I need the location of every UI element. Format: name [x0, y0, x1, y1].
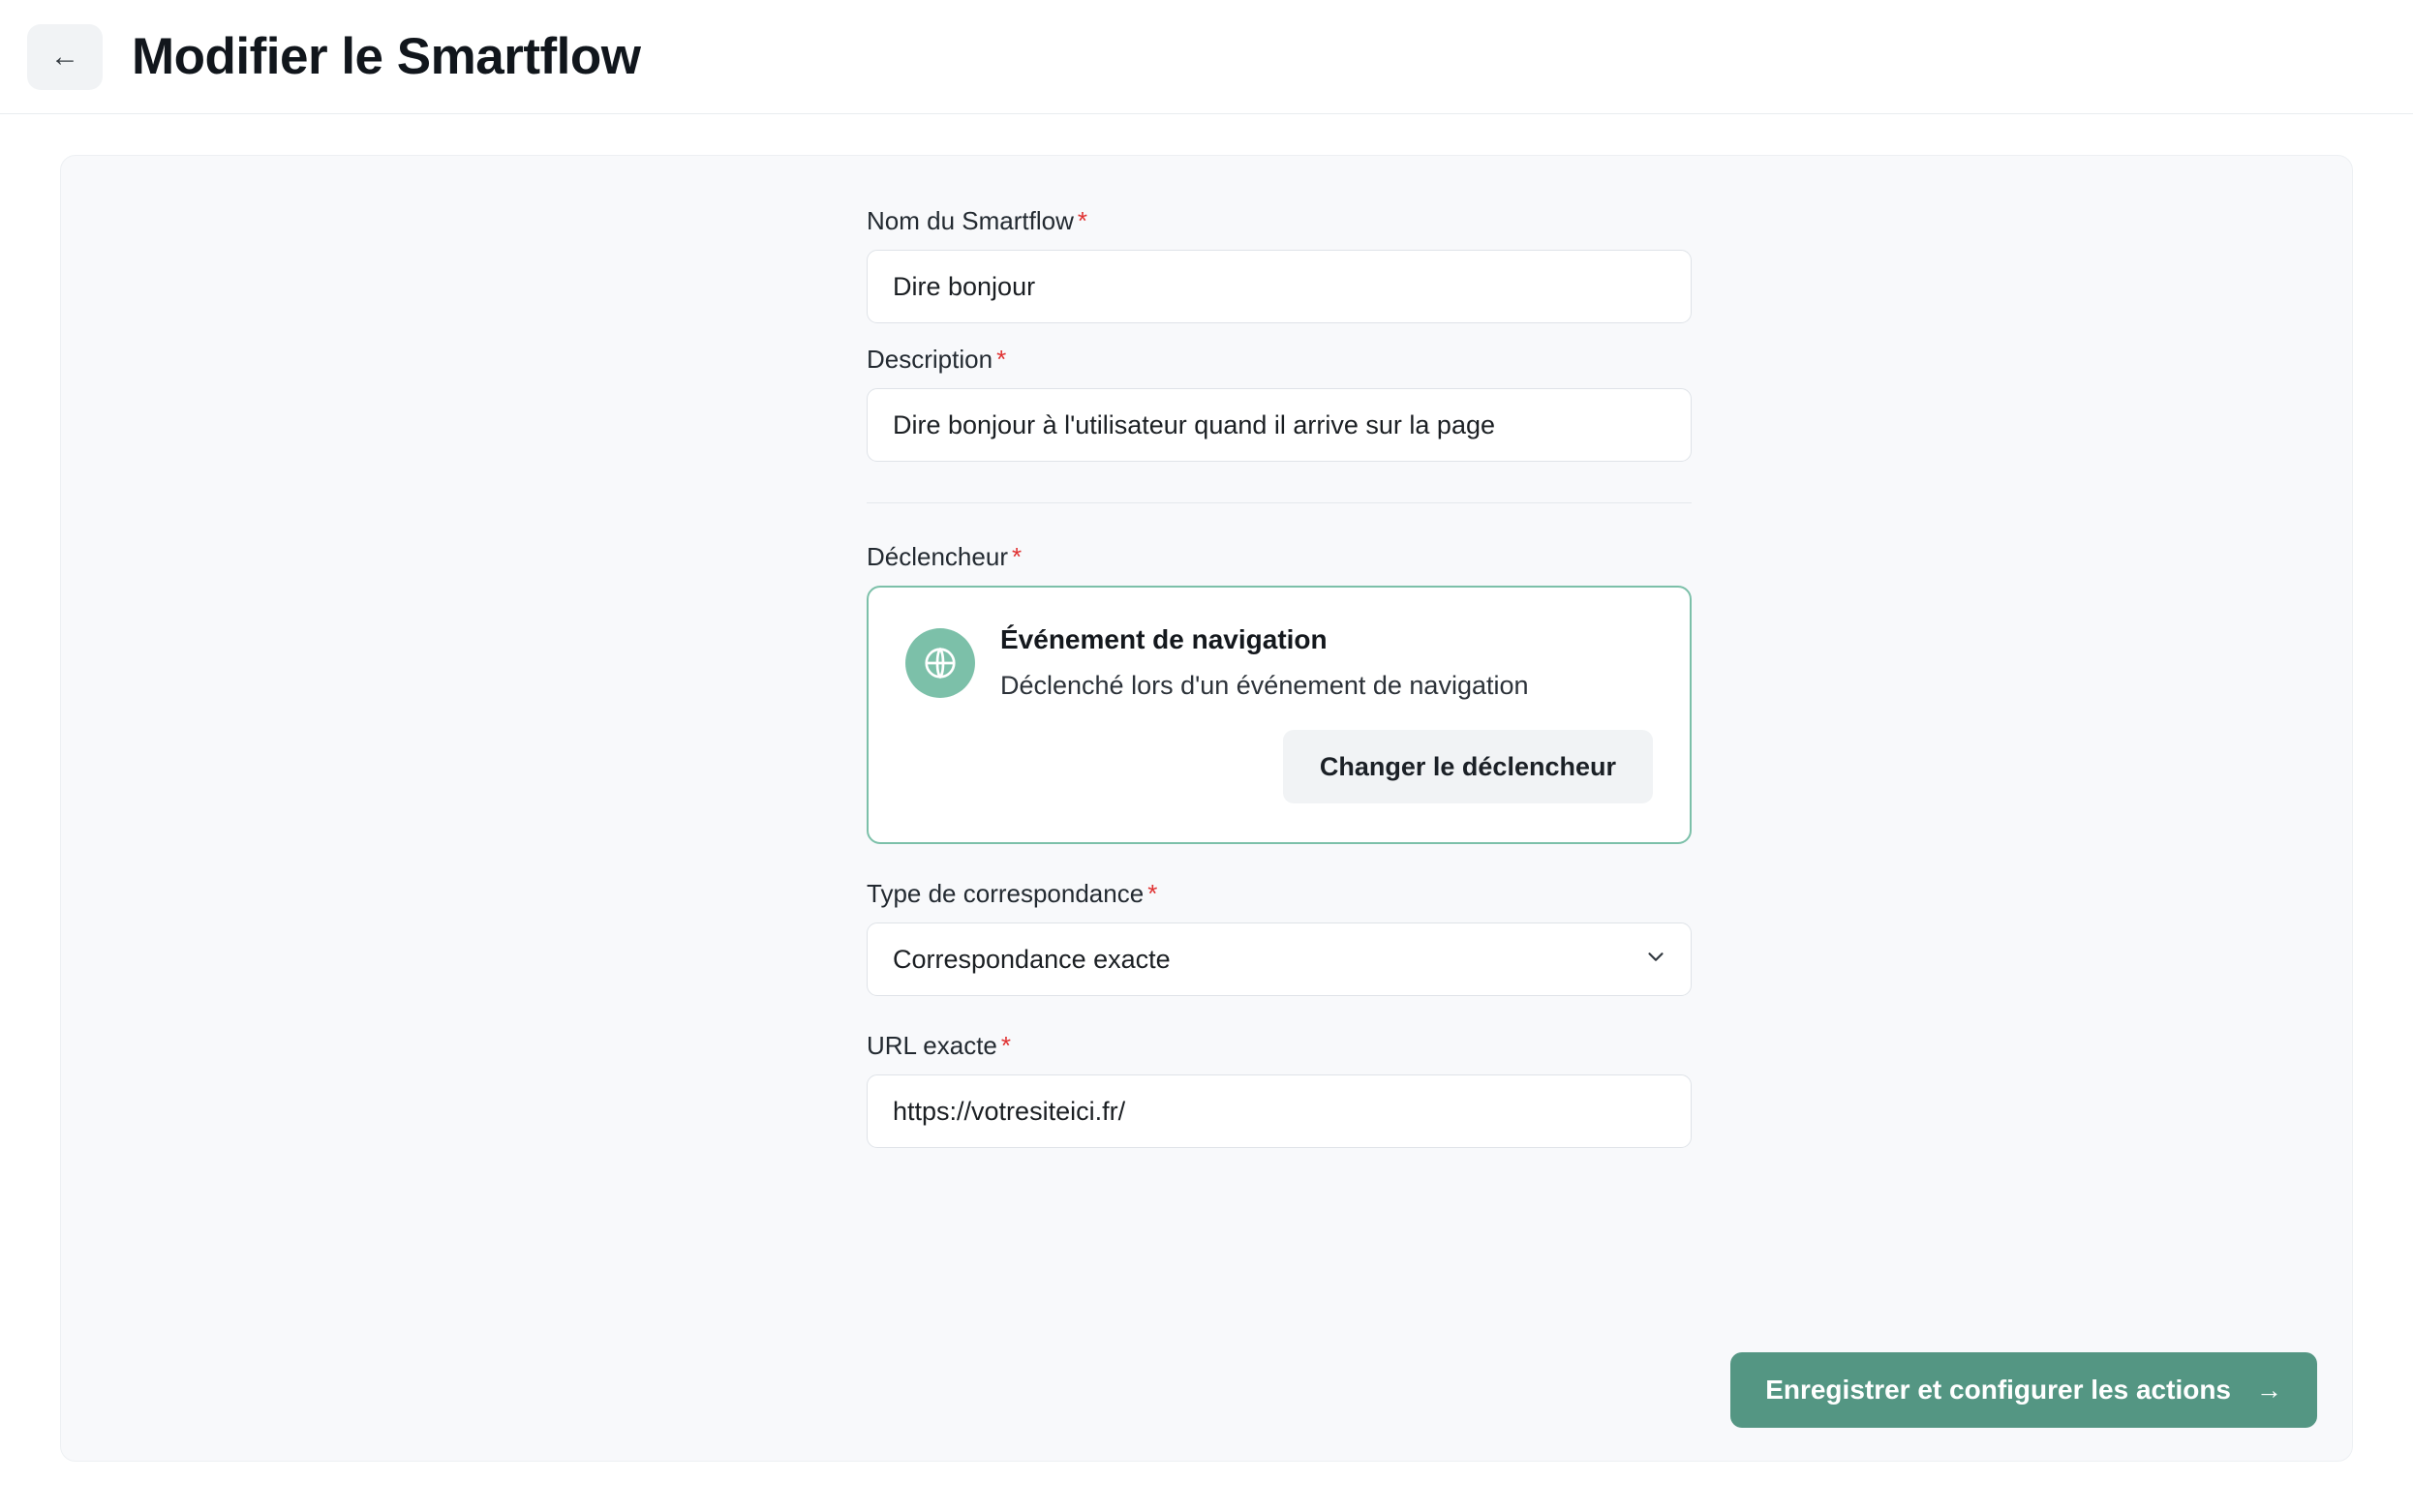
- submit-row: [1730, 1352, 2317, 1428]
- change-trigger-button[interactable]: Changer le déclencheur: [1283, 730, 1653, 803]
- page-title: Modifier le Smartflow: [132, 28, 641, 85]
- description-label: [867, 345, 1692, 375]
- globe-icon: [905, 628, 975, 698]
- trigger-card[interactable]: [867, 586, 1692, 844]
- match-type-label-text: Type de correspondance: [867, 879, 1145, 909]
- exact-url-label: [867, 1031, 1692, 1061]
- form-divider: [867, 502, 1692, 503]
- back-button[interactable]: [27, 24, 103, 90]
- match-type-select[interactable]: [867, 922, 1692, 996]
- smartflow-form: [867, 206, 1692, 1148]
- name-label: [867, 206, 1692, 236]
- exact-url-label-text: URL exacte: [867, 1031, 997, 1061]
- smartflow-edit-card: [60, 155, 2353, 1462]
- submit-button-label: Enregistrer et configurer les actions: [1765, 1375, 2231, 1405]
- smartflow-description-input[interactable]: [867, 388, 1692, 462]
- trigger-required-marker: *: [1011, 542, 1023, 571]
- trigger-description: Déclenché lors d'un événement de navigation: [1000, 671, 1529, 700]
- description-label-text: Description: [867, 345, 993, 374]
- name-label-text: Nom du Smartflow: [867, 206, 1074, 235]
- match-type-select-wrapper: [867, 922, 1692, 996]
- trigger-action-row: [905, 730, 1653, 803]
- trigger-label-text: Déclencheur: [867, 542, 1008, 571]
- trigger-text: [1000, 622, 1529, 703]
- arrow-right-icon: →: [2256, 1375, 2282, 1405]
- name-required-marker: *: [1077, 206, 1087, 235]
- arrow-left-icon: ←: [50, 40, 79, 73]
- trigger-title: Événement de navigation: [1000, 624, 1328, 654]
- trigger-label: [867, 542, 1692, 572]
- smartflow-name-input[interactable]: [867, 250, 1692, 323]
- exact-url-required-marker: *: [1000, 1031, 1011, 1061]
- match-type-label: [867, 879, 1692, 909]
- match-type-required-marker: *: [1147, 879, 1158, 909]
- page-header: [0, 0, 2413, 114]
- description-required-marker: *: [996, 345, 1007, 374]
- save-and-configure-actions-button[interactable]: [1730, 1352, 2317, 1428]
- trigger-row: [905, 622, 1653, 703]
- exact-url-input[interactable]: [867, 1074, 1692, 1148]
